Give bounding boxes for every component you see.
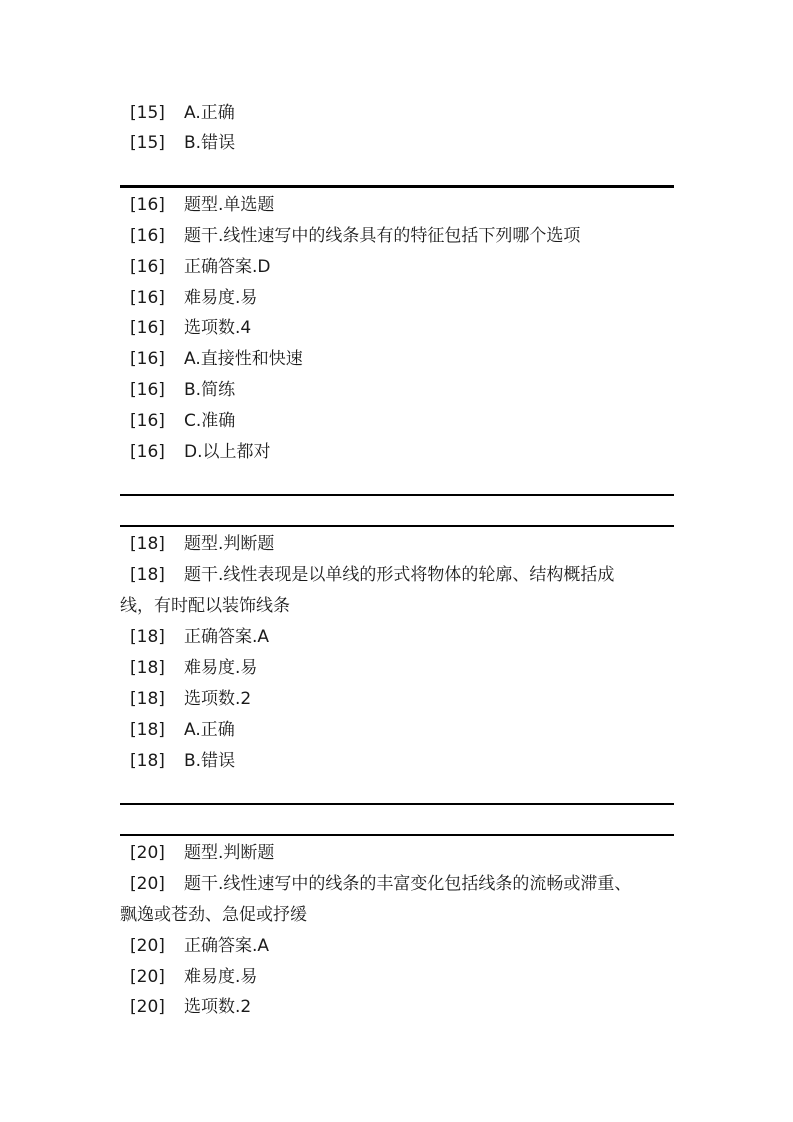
line-text: A.正确 [184, 103, 235, 123]
q18-difficulty [120, 658, 680, 678]
question-number: [20] [130, 874, 165, 894]
question-number: [16] [130, 349, 165, 369]
question-number: [16] [130, 226, 165, 246]
line-text: 正确答案.A [184, 936, 270, 956]
question-number: [18] [130, 534, 165, 554]
question-number: [16] [130, 380, 165, 400]
q20-option-count [120, 997, 680, 1017]
question-number: [16] [130, 442, 165, 462]
q18-option-b [120, 751, 680, 771]
q16-option-b [120, 380, 680, 400]
line-text: 难易度.易 [184, 658, 258, 678]
question-number: [18] [130, 689, 165, 709]
q20-type [120, 843, 680, 863]
section-divider [120, 494, 674, 496]
line-text: 正确答案.A [184, 627, 270, 647]
q20-stem [120, 874, 680, 894]
line-text: 选项数.4 [184, 318, 252, 338]
section-divider [120, 834, 674, 836]
question-number: [20] [130, 843, 165, 863]
question-number: [15] [130, 133, 165, 153]
question-number: [20] [130, 997, 165, 1017]
q18-stem-continuation: 线，有时配以装饰线条 [120, 596, 290, 616]
q20-stem-continuation: 飘逸或苍劲、急促或抒缓 [120, 905, 307, 925]
q16-type [120, 195, 680, 215]
q16-option-d [120, 442, 680, 462]
section-divider [120, 525, 674, 527]
line-text: 题型.单选题 [184, 195, 275, 215]
q18-option-a [120, 720, 680, 740]
question-number: [20] [130, 936, 165, 956]
line-text: 题型.判断题 [184, 534, 275, 554]
q15-option-b [120, 133, 680, 153]
question-number: [16] [130, 318, 165, 338]
line-text: 难易度.易 [184, 288, 258, 308]
question-number: [18] [130, 565, 165, 585]
line-text: B.错误 [184, 751, 236, 771]
line-text: C.准确 [184, 411, 236, 431]
line-text: 题干.线性速写中的线条具有的特征包括下列哪个选项 [184, 226, 581, 246]
q20-answer [120, 936, 680, 956]
line-text: 题型.判断题 [184, 843, 275, 863]
line-text: D.以上都对 [184, 442, 271, 462]
line-text: 题干.线性速写中的线条的丰富变化包括线条的流畅或滞重、 [184, 874, 632, 894]
question-number: [16] [130, 257, 165, 277]
q18-type [120, 534, 680, 554]
section-divider [120, 185, 674, 188]
question-number: [16] [130, 411, 165, 431]
q16-option-c [120, 411, 680, 431]
q16-answer [120, 257, 680, 277]
q15-option-a [120, 103, 680, 123]
q18-option-count [120, 689, 680, 709]
line-text: 选项数.2 [184, 997, 252, 1017]
line-text: 正确答案.D [184, 257, 271, 277]
question-number: [18] [130, 720, 165, 740]
line-text: A.直接性和快速 [184, 349, 303, 369]
question-number: [18] [130, 751, 165, 771]
q20-difficulty [120, 967, 680, 987]
line-text: A.正确 [184, 720, 235, 740]
question-number: [18] [130, 627, 165, 647]
section-divider [120, 803, 674, 805]
question-number: [15] [130, 103, 165, 123]
question-number: [16] [130, 195, 165, 215]
q16-option-a [120, 349, 680, 369]
q16-stem [120, 226, 680, 246]
question-number: [18] [130, 658, 165, 678]
line-text: 选项数.2 [184, 689, 252, 709]
q18-stem [120, 565, 680, 585]
question-number: [16] [130, 288, 165, 308]
line-text: 题干.线性表现是以单线的形式将物体的轮廓、结构概括成 [184, 565, 615, 585]
line-text: B.简练 [184, 380, 236, 400]
line-text: B.错误 [184, 133, 236, 153]
question-number: [20] [130, 967, 165, 987]
q16-option-count [120, 318, 680, 338]
q18-answer [120, 627, 680, 647]
line-text: 难易度.易 [184, 967, 258, 987]
q16-difficulty [120, 288, 680, 308]
